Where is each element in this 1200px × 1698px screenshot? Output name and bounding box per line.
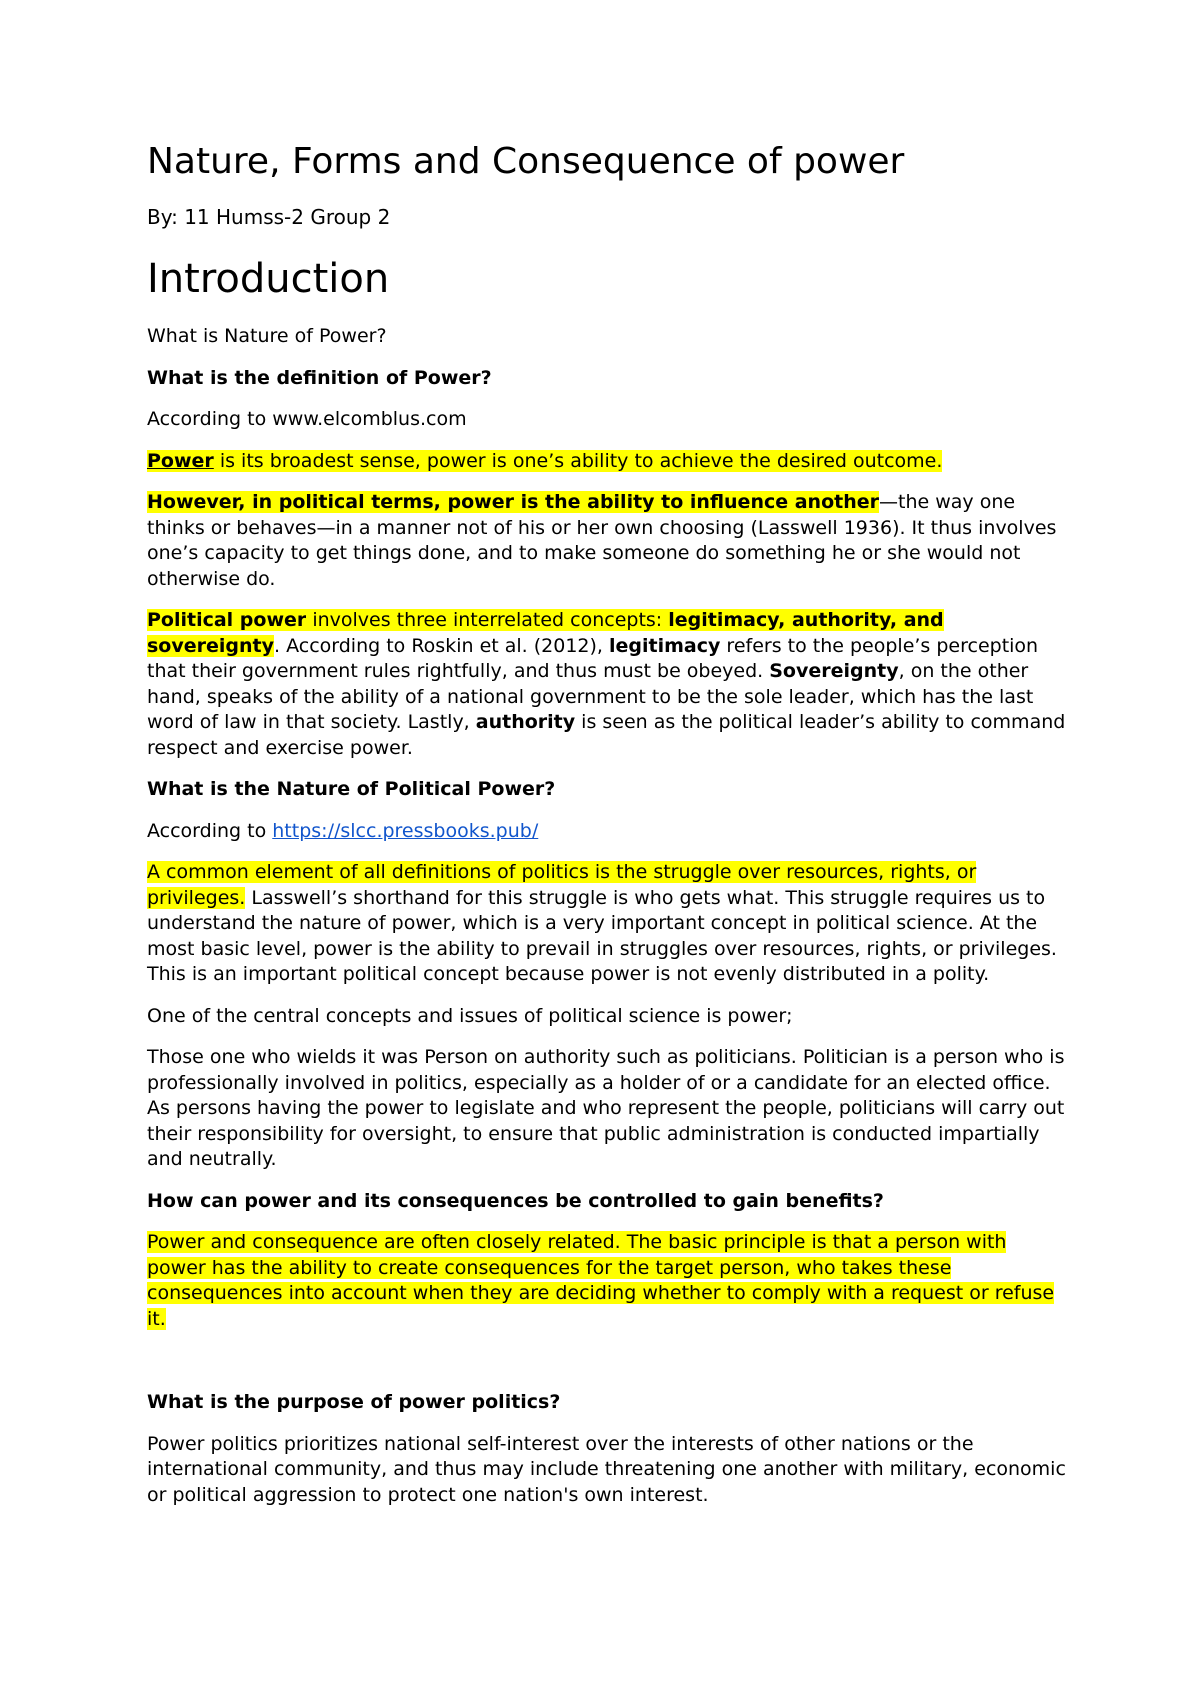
term-sovereignty: Sovereignty [769, 660, 899, 682]
power-definition-highlight: is its broadest sense, power is one’s ability to achieve the desired outcome. [213, 449, 943, 472]
paragraph-central-concepts: One of the central concepts and issues of political science is power; [147, 1004, 793, 1027]
introduction-heading: Introduction [147, 256, 390, 302]
term-political-power: Political power [147, 609, 307, 631]
paragraph-power-politics: Power politics prioritizes national self-interest over the interests of other nations or the international community, and thus may include threatening one another with military, economic or political aggression to protect one nation's own interest. [147, 1432, 1066, 1506]
common-element-highlight: A common element of all definitions of politics is the struggle over resources, rights, or privileges. [147, 861, 977, 909]
source-elcomblus: According to www.elcomblus.com [147, 408, 467, 430]
political-power-text-5: is seen as the political leader’s ability to command respect and exercise power. [147, 711, 1066, 759]
paragraph-common-element [147, 860, 1067, 988]
source-pressbooks-prefix: According to [147, 819, 273, 842]
political-terms-text: —the way one thinks or behaves—in a manner not of his or her own choosing (Lasswell 1936). It thus involves one’s capacity to get things done, and to make someone do something he or she would not otherwise do. [147, 491, 1057, 590]
paragraph-power-consequence [147, 1230, 1067, 1332]
term-concepts: legitimacy, authority, and sovereignty [147, 609, 944, 657]
paragraph-political-terms [147, 490, 1067, 592]
question-nature-political-power: What is the Nature of Political Power? [147, 778, 556, 800]
document-byline: By: 11 Humss-2 Group 2 [147, 205, 391, 229]
political-power-text-2: . According to Roskin et al. (2012), [274, 634, 610, 657]
question-purpose-power-politics: What is the purpose of power politics? [147, 1391, 561, 1413]
paragraph-power-broadest [147, 449, 1067, 475]
paragraph-political-power [147, 608, 1067, 761]
blank-line [147, 1348, 1067, 1390]
common-element-text: Lasswell’s shorthand for this struggle is who gets what. This struggle requires us to understand the nature of power, which is a very important concept in political science. At the most basic level, power is the ability to prevail in struggles over resources, rights, or privileges. This is an important political concept because power is not evenly distributed in a polity. [147, 886, 1057, 985]
term-legitimacy: legitimacy [609, 634, 721, 657]
question-controlled-power: How can power and its consequences be controlled to gain benefits? [147, 1189, 884, 1212]
source-pressbooks [147, 819, 1067, 845]
political-terms-highlight: However, in political terms, power is the ability to influence another [147, 491, 880, 513]
power-consequence-highlight: Power and consequence are often closely related. The basic principle is that a person with power has the ability to create consequences for the target person, who takes these consequences into account when they are deciding whether to comply with a request or refuse it. [147, 1231, 1055, 1330]
pressbooks-link[interactable]: https://slcc.pressbooks.pub/ [272, 819, 539, 842]
term-power-highlight: Power [147, 449, 214, 472]
political-power-text-3: refers to the people’s perception that their government rules rightfully, and thus must be obeyed. [147, 634, 1039, 682]
political-power-text-1: involves three interrelated concepts: [306, 609, 669, 631]
question-definition-of-power: What is the definition of Power? [147, 366, 492, 389]
political-power-text-4: , on the other hand, speaks of the ability of a national government to be the sole leader, which has the last word of law in that society. Lastly, [147, 660, 1034, 733]
document-page [147, 138, 1067, 1524]
document-title: Nature, Forms and Consequence of power [147, 141, 905, 182]
paragraph-wields-power: Those one who wields it was Person on authority such as politicians. Politician is a person who is professionally involved in politics, especially as a holder of or a candidate for an elected office. As persons having the power to legislate and who represent the people, politicians will carry out their responsibility for oversight, to ensure that public administration is conducted impartially and neutrally. [147, 1046, 1065, 1170]
question-nature-of-power: What is Nature of Power? [147, 325, 387, 347]
term-authority: authority [475, 711, 576, 733]
